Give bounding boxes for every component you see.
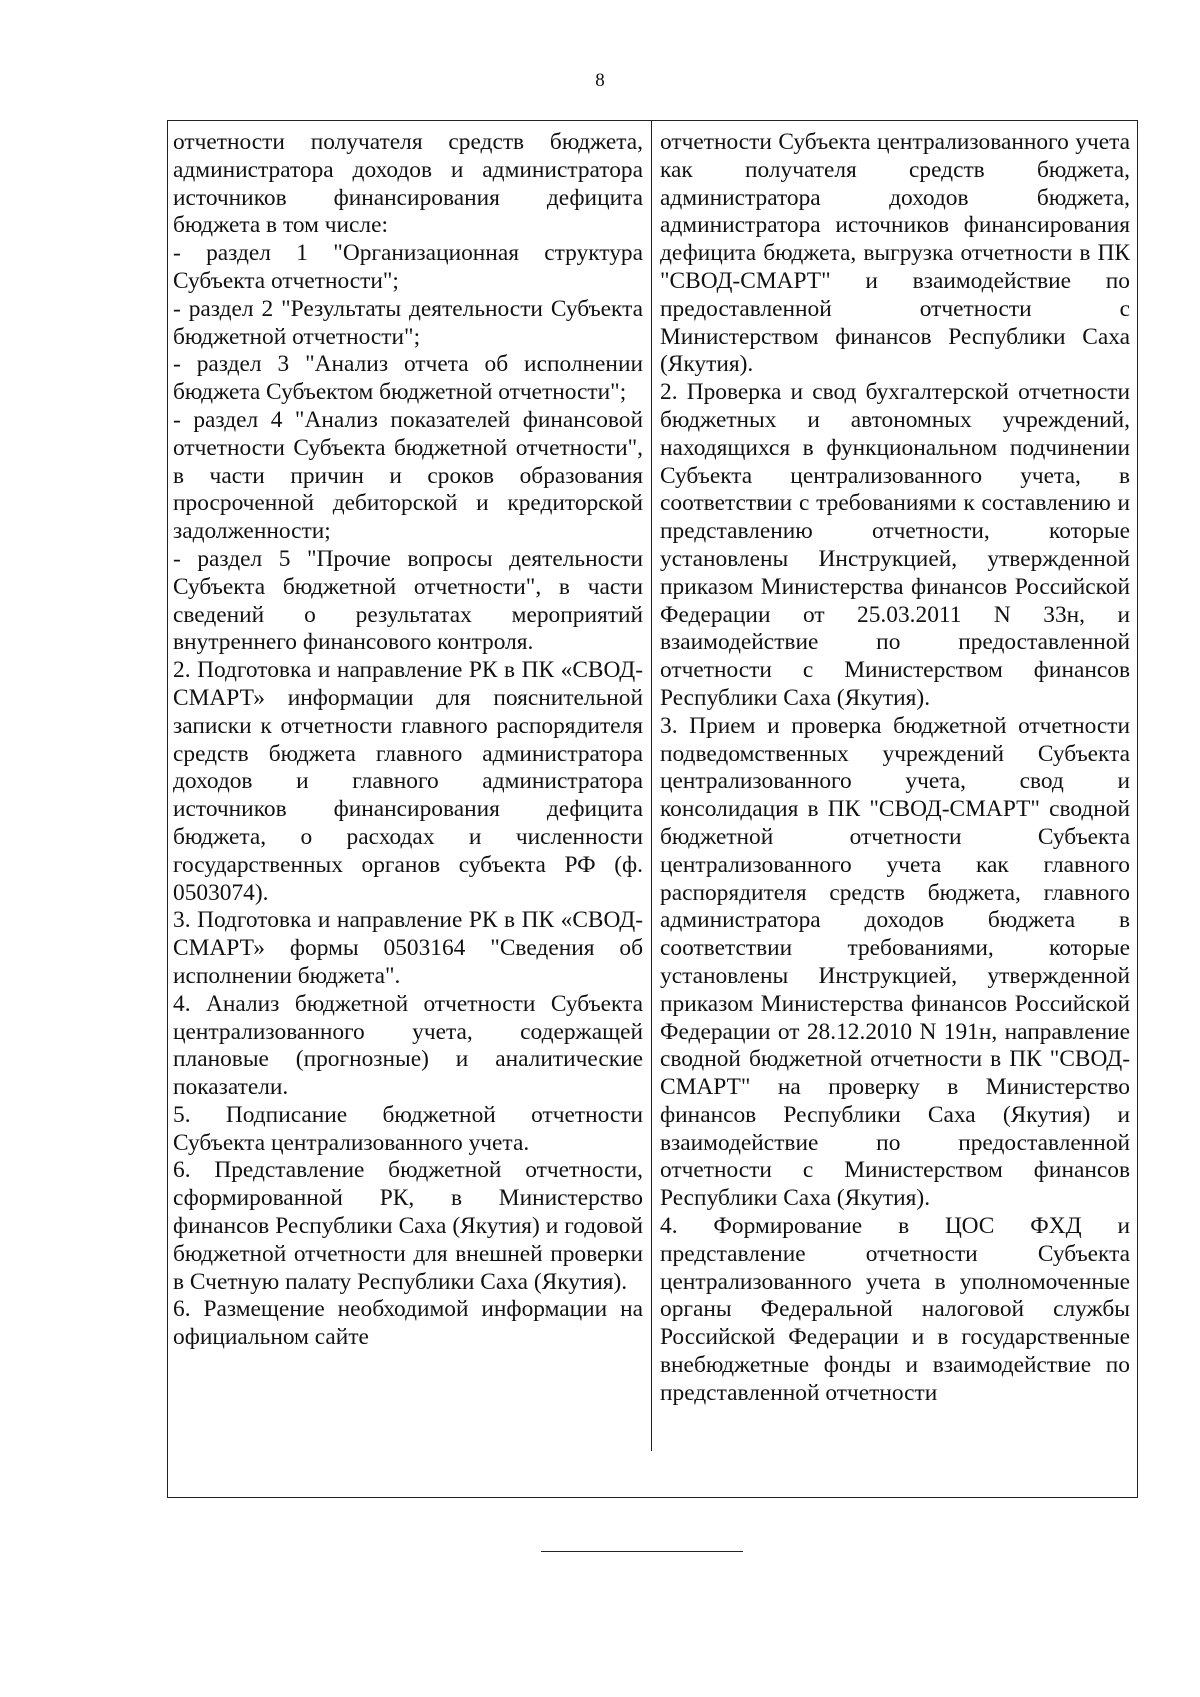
page-number: 8 xyxy=(595,70,605,91)
left-paragraph: 6. Размещение необходимой информации на официальном сайте xyxy=(173,1296,643,1351)
end-of-document-line xyxy=(541,1551,743,1552)
left-paragraph: отчетности получателя средств бюджета, администратора доходов и администратора источников финансирования дефицита бюджета в том числе: xyxy=(173,129,643,239)
column-divider xyxy=(651,121,652,1451)
right-column xyxy=(660,129,1130,1408)
left-paragraph: - раздел 4 "Анализ показателей финансовой отчетности Субъекта бюджетной отчетности", в части причин и сроков образования просроченной дебиторской и кредиторской задолженности; xyxy=(173,406,643,545)
left-paragraph: - раздел 5 "Прочие вопросы деятельности Субъекта бюджетной отчетности", в части сведений о результатах мероприятий внутреннего финансового контроля. xyxy=(173,545,643,656)
left-paragraph: 5. Подписание бюджетной отчетности Субъекта централизованного учета. xyxy=(173,1101,643,1156)
left-paragraph: 2. Подготовка и направление РК в ПК «СВОД-СМАРТ» информации для пояснительной записки к отчетности главного распорядителя средств бюджета главного администратора доходов и главного администратора источников финансирования дефицита бюджета, о расходах и численности государственных органов субъекта РФ (ф. 0503074). xyxy=(173,657,643,906)
right-paragraph: отчетности Субъекта централизованного учета как получателя средств бюджета, администратора доходов бюджета, администратора источников финансирования дефицита бюджета, выгрузка отчетности в ПК "СВОД-СМАРТ" и взаимодействие по предоставленной отчетности с Министерством финансов Республики Саха (Якутия). xyxy=(660,129,1130,378)
right-paragraph: 3. Прием и проверка бюджетной отчетности подведомственных учреждений Субъекта централизованного учета, свод и консолидация в ПК "СВОД-СМАРТ" сводной бюджетной отчетности Субъекта централизованного учета как главного распорядителя средств бюджета, главного администратора доходов бюджета в соответствии требованиями, которые установлены Инструкцией, утвержденной приказом Министерства финансов Российской Федерации от 28.12.2010 N 191н, направление сводной бюджетной отчетности в ПК "СВОД-СМАРТ" на проверку в Министерство финансов Республики Саха (Якутия) и взаимодействие по предоставленной отчетности с Министерством финансов Республики Саха (Якутия). xyxy=(660,712,1130,1212)
left-paragraph: 4. Анализ бюджетной отчетности Субъекта централизованного учета, содержащей плановые (прогнозные) и аналитические показатели. xyxy=(173,990,643,1101)
left-paragraph: - раздел 3 "Анализ отчета об исполнении бюджета Субъектом бюджетной отчетности"; xyxy=(173,351,643,406)
left-column xyxy=(173,129,643,1352)
right-paragraph: 4. Формирование в ЦОС ФХД и представление отчетности Субъекта централизованного учета в уполномоченные органы Федеральной налоговой службы Российской Федерации и в государственные внебюджетные фонды и взаимодействие по представленной отчетности xyxy=(660,1213,1130,1406)
document-table xyxy=(167,120,1138,1498)
right-paragraph: 2. Проверка и свод бухгалтерской отчетности бюджетных и автономных учреждений, находящихся в функциональном подчинении Субъекта централизованного учета, в соответствии с требованиями к составлению и представлению отчетности, которые установлены Инструкцией, утвержденной приказом Министерства финансов Российской Федерации от 25.03.2011 N 33н, и взаимодействие по предоставленной отчетности с Министерством финансов Республики Саха (Якутия). xyxy=(660,379,1130,711)
left-paragraph: 3. Подготовка и направление РК в ПК «СВОД-СМАРТ» формы 0503164 "Сведения об исполнении бюджета". xyxy=(173,907,643,989)
left-paragraph: - раздел 1 "Организационная структура Субъекта отчетности"; xyxy=(173,240,643,294)
left-paragraph: - раздел 2 "Результаты деятельности Субъекта бюджетной отчетности"; xyxy=(173,295,643,350)
left-paragraph: 6. Представление бюджетной отчетности, сформированной РК, в Министерство финансов Республики Саха (Якутия) и годовой бюджетной отчетности для внешней проверки в Счетную палату Республики Саха (Якутия). xyxy=(173,1157,643,1295)
